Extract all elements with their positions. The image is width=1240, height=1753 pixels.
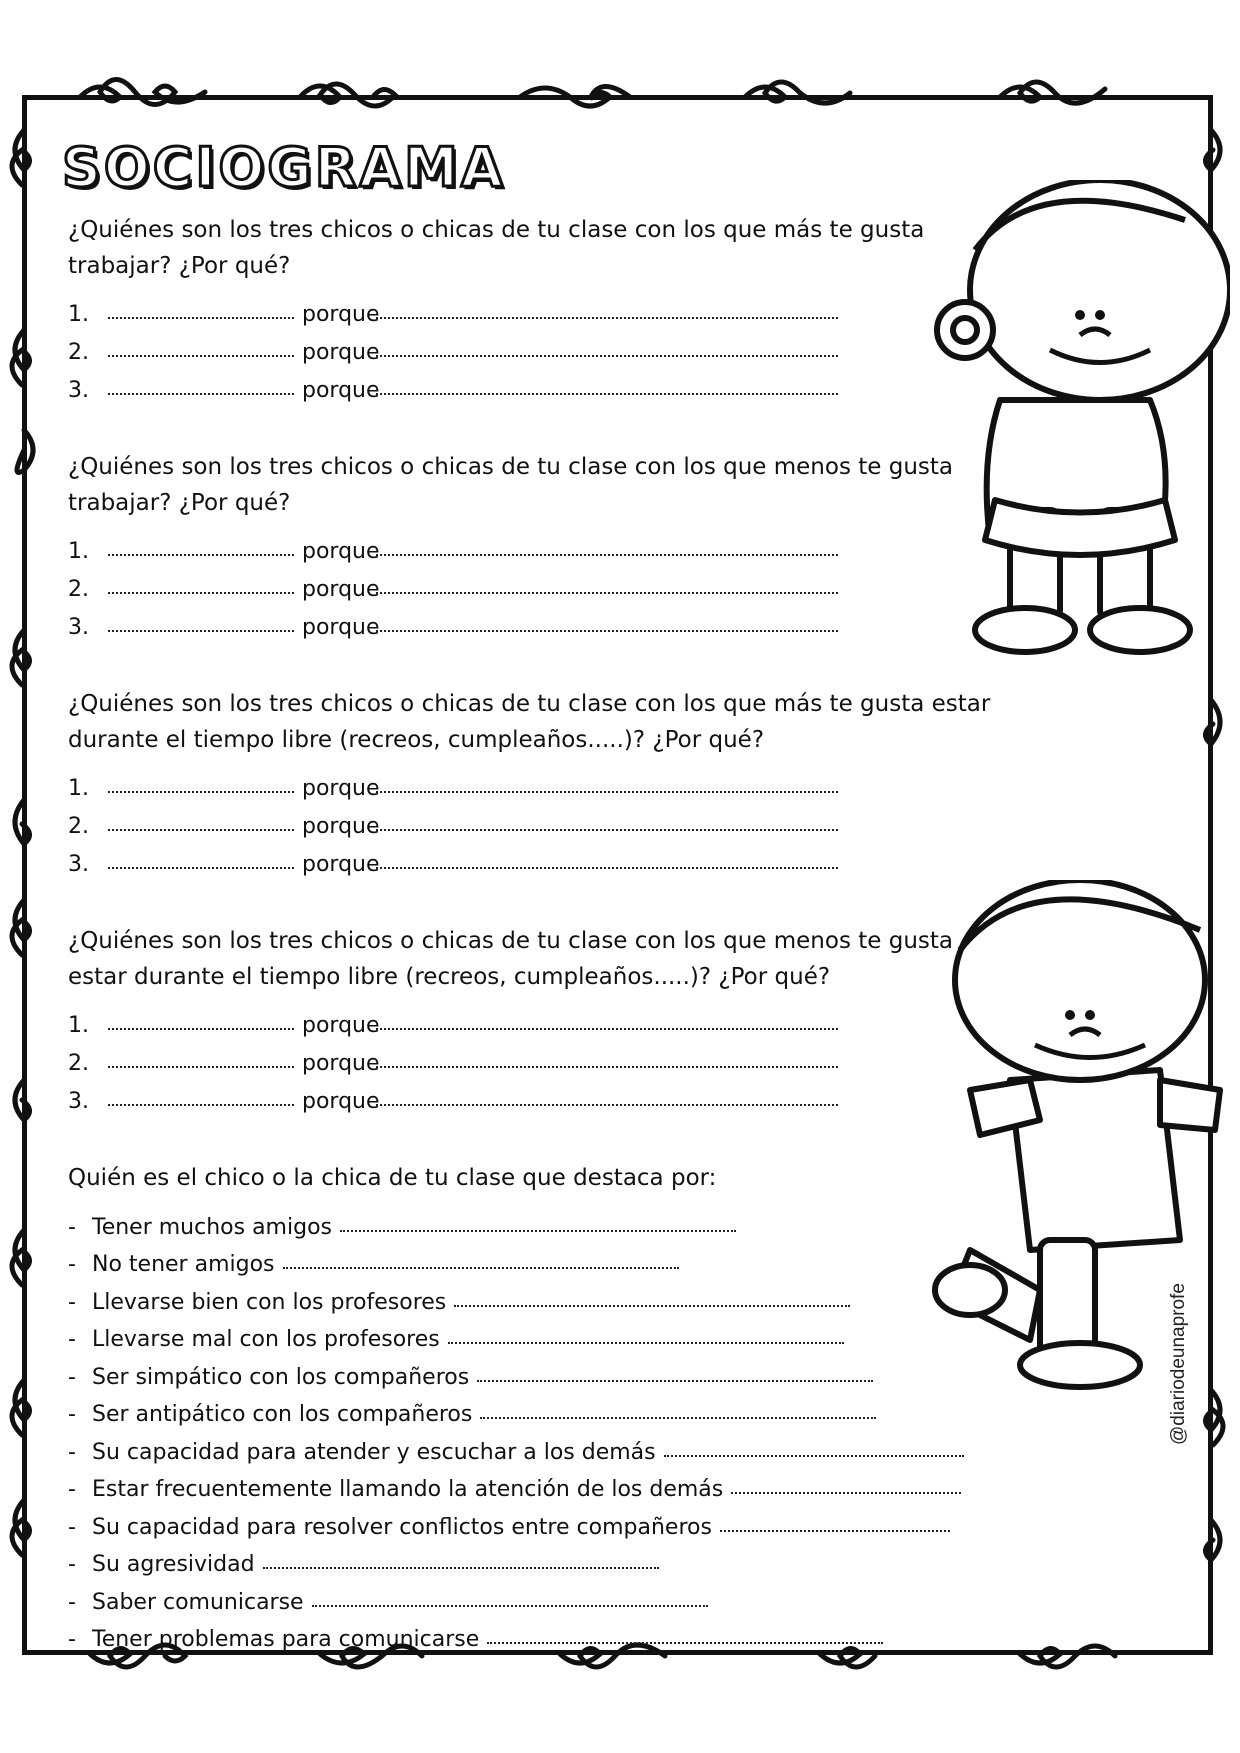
answer-number: 3. xyxy=(68,378,89,403)
reason-blank[interactable] xyxy=(376,554,838,556)
question-text: ¿Quiénes son los tres chicos o chicas de tu clase con los que menos te gusta estar durante el tiempo libre (recreos, cumpleaños.....)? ¿Por qué? xyxy=(68,928,954,990)
answer-row xyxy=(68,602,1008,640)
trait-blank[interactable] xyxy=(448,1342,844,1344)
answer-number: 1. xyxy=(68,776,89,801)
question-block-3 xyxy=(68,686,1008,877)
reason-blank[interactable] xyxy=(376,630,838,632)
trait-label: Ser simpático con los compañeros xyxy=(92,1364,470,1390)
answer-list xyxy=(68,526,1008,640)
trait-label: Su capacidad para atender y escuchar a los demás xyxy=(92,1439,656,1465)
answer-number: 3. xyxy=(68,852,89,877)
question-block-4 xyxy=(68,923,1008,1114)
name-blank[interactable] xyxy=(108,829,294,831)
porque-label: porque xyxy=(302,539,380,564)
name-blank[interactable] xyxy=(108,317,294,319)
trait-label: Llevarse mal con los profesores xyxy=(92,1327,440,1352)
trait-blank[interactable] xyxy=(480,1417,876,1419)
trait-label: Ser antipático con los compañeros xyxy=(92,1402,473,1427)
question-text: ¿Quiénes son los tres chicos o chicas de tu clase con los que más te gusta trabajar? ¿Por qué? xyxy=(68,217,925,279)
trait-blank[interactable] xyxy=(263,1567,659,1569)
answer-row xyxy=(68,839,1008,877)
reason-blank[interactable] xyxy=(376,1104,838,1106)
reason-blank[interactable] xyxy=(376,867,838,869)
answer-row xyxy=(68,801,1008,839)
answer-list xyxy=(68,289,1008,403)
trait-item xyxy=(68,1315,1008,1353)
answer-row xyxy=(68,763,1008,801)
answer-number: 3. xyxy=(68,615,89,640)
trait-blank[interactable] xyxy=(283,1267,679,1269)
name-blank[interactable] xyxy=(108,867,294,869)
trait-item xyxy=(68,1277,1008,1315)
watermark: @diariodeunaprofe xyxy=(1168,1283,1189,1445)
answer-number: 1. xyxy=(68,1013,89,1038)
trait-blank[interactable] xyxy=(340,1230,736,1232)
name-blank[interactable] xyxy=(108,355,294,357)
trait-blank[interactable] xyxy=(720,1530,950,1532)
dash-bullet: - xyxy=(68,1589,76,1615)
trait-blank[interactable] xyxy=(664,1455,964,1457)
dash-bullet: - xyxy=(68,1327,76,1352)
reason-blank[interactable] xyxy=(376,829,838,831)
name-blank[interactable] xyxy=(108,554,294,556)
trait-item xyxy=(68,1540,1008,1578)
trait-label: Tener muchos amigos xyxy=(92,1214,332,1240)
trait-item xyxy=(68,1577,1008,1615)
answer-number: 2. xyxy=(68,340,89,365)
dash-bullet: - xyxy=(68,1627,76,1652)
answer-list xyxy=(68,763,1008,877)
trait-label: Su capacidad para resolver conflictos entre compañeros xyxy=(92,1514,712,1540)
answer-number: 1. xyxy=(68,302,89,327)
question-block-1 xyxy=(68,212,1008,403)
trait-item xyxy=(68,1465,1008,1503)
dash-bullet: - xyxy=(68,1514,76,1540)
trait-label: Estar frecuentemente llamando la atención de los demás xyxy=(92,1477,724,1502)
trait-label: Saber comunicarse xyxy=(92,1589,304,1615)
porque-label: porque xyxy=(302,814,380,839)
answer-row xyxy=(68,289,1008,327)
worksheet-content xyxy=(68,212,1008,1652)
answer-number: 2. xyxy=(68,814,89,839)
name-blank[interactable] xyxy=(108,1066,294,1068)
name-blank[interactable] xyxy=(108,1104,294,1106)
dash-bullet: - xyxy=(68,1289,76,1315)
dash-bullet: - xyxy=(68,1402,76,1427)
dash-bullet: - xyxy=(68,1364,76,1390)
trait-list xyxy=(68,1202,1008,1652)
name-blank[interactable] xyxy=(108,393,294,395)
answer-number: 2. xyxy=(68,577,89,602)
reason-blank[interactable] xyxy=(376,791,838,793)
name-blank[interactable] xyxy=(108,630,294,632)
porque-label: porque xyxy=(302,302,380,327)
porque-label: porque xyxy=(302,776,380,801)
trait-blank[interactable] xyxy=(731,1492,961,1494)
trait-item xyxy=(68,1615,1008,1653)
answer-row xyxy=(68,526,1008,564)
answer-row xyxy=(68,327,1008,365)
porque-label: porque xyxy=(302,340,380,365)
answer-row xyxy=(68,1038,1008,1076)
answer-row xyxy=(68,1076,1008,1114)
trait-item xyxy=(68,1240,1008,1278)
trait-item xyxy=(68,1427,1008,1465)
traits-intro: Quién es el chico o la chica de tu clase que destaca por: xyxy=(68,1165,717,1191)
reason-blank[interactable] xyxy=(376,1066,838,1068)
question-block-2 xyxy=(68,449,1008,640)
reason-blank[interactable] xyxy=(376,317,838,319)
dash-bullet: - xyxy=(68,1552,76,1577)
trait-label: Tener problemas para comunicarse xyxy=(92,1627,480,1652)
porque-label: porque xyxy=(302,852,380,877)
answer-row xyxy=(68,365,1008,403)
name-blank[interactable] xyxy=(108,592,294,594)
reason-blank[interactable] xyxy=(376,1028,838,1030)
trait-item xyxy=(68,1390,1008,1428)
answer-number: 3. xyxy=(68,1089,89,1114)
trait-blank[interactable] xyxy=(312,1605,708,1607)
dash-bullet: - xyxy=(68,1439,76,1465)
name-blank[interactable] xyxy=(108,791,294,793)
trait-label: Llevarse bien con los profesores xyxy=(92,1289,447,1315)
porque-label: porque xyxy=(302,1013,380,1038)
reason-blank[interactable] xyxy=(376,355,838,357)
trait-item xyxy=(68,1202,1008,1240)
dash-bullet: - xyxy=(68,1477,76,1502)
trait-blank[interactable] xyxy=(477,1380,873,1382)
trait-blank[interactable] xyxy=(487,1642,883,1644)
question-text: ¿Quiénes son los tres chicos o chicas de tu clase con los que más te gusta estar durante el tiempo libre (recreos, cumpleaños.....)? ¿Por qué? xyxy=(68,691,991,753)
porque-label: porque xyxy=(302,1089,380,1114)
trait-blank[interactable] xyxy=(454,1305,850,1307)
answer-list xyxy=(68,1000,1008,1114)
answer-row xyxy=(68,1000,1008,1038)
page-title: SOCIOGRAMA xyxy=(62,136,506,199)
trait-item xyxy=(68,1502,1008,1540)
answer-number: 2. xyxy=(68,1051,89,1076)
reason-blank[interactable] xyxy=(376,393,838,395)
answer-row xyxy=(68,564,1008,602)
porque-label: porque xyxy=(302,615,380,640)
porque-label: porque xyxy=(302,577,380,602)
dash-bullet: - xyxy=(68,1214,76,1240)
porque-label: porque xyxy=(302,1051,380,1076)
name-blank[interactable] xyxy=(108,1028,294,1030)
porque-label: porque xyxy=(302,378,380,403)
answer-number: 1. xyxy=(68,539,89,564)
question-text: ¿Quiénes son los tres chicos o chicas de tu clase con los que menos te gusta trabajar? ¿Por qué? xyxy=(68,454,954,516)
dash-bullet: - xyxy=(68,1252,76,1277)
trait-item xyxy=(68,1352,1008,1390)
trait-label: Su agresividad xyxy=(92,1552,255,1577)
trait-label: No tener amigos xyxy=(92,1252,275,1277)
reason-blank[interactable] xyxy=(376,592,838,594)
